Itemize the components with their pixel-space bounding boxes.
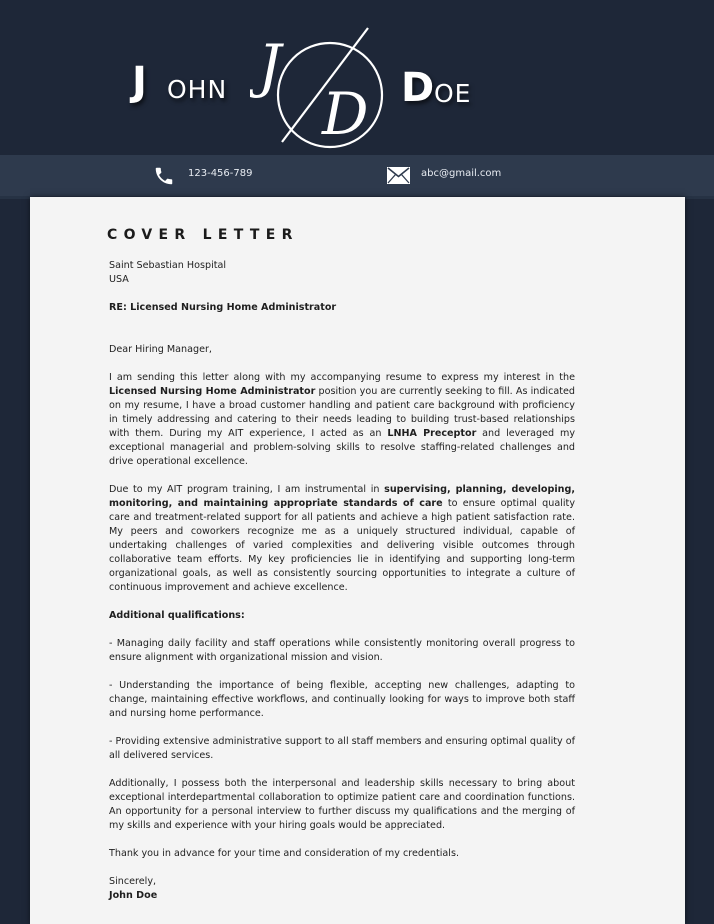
monogram-logo (250, 20, 395, 150)
salutation: Dear Hiring Manager, (109, 344, 212, 355)
name-first-rest: OHN (167, 75, 228, 104)
name-last-initial: D (401, 65, 435, 111)
recipient-country: USA (109, 274, 129, 285)
phone-icon (153, 165, 175, 187)
phone-number: 123-456-789 (188, 168, 253, 179)
letter-body (109, 259, 575, 903)
subject-line: RE: Licensed Nursing Home Administrator (109, 302, 337, 313)
recipient-name: Saint Sebastian Hospital (109, 260, 227, 271)
paragraph-thanks: Thank you in advance for your time and consideration of my credentials. (109, 848, 459, 859)
qualification-item: - Providing extensive administrative support to all staff members and ensuring optimal quality of all delivered services. (109, 736, 575, 761)
header-band (0, 0, 714, 155)
qualifications-heading: Additional qualifications: (109, 610, 245, 621)
closing: Sincerely, (109, 876, 157, 887)
envelope-icon (387, 167, 410, 184)
name-last-rest: OE (434, 79, 472, 108)
paragraph-intro: I am sending this letter along with my accompanying resume to express my interest in the Licensed Nursing Home Administrator position you are currently seeking to fill. As indicated on my resume, I have a broad customer handling and patient care background with proficiency in timely addressing and catering to their needs leading to building trust-based relationships with them. During my AIT experience, I acted as an LNHA Preceptor and leveraged my exceptional managerial and problem-solving skills to resolve staffing-related challenges and drive operational excellence. (109, 372, 575, 467)
qualification-item: - Managing daily facility and staff operations while consistently monitoring overall progress to ensure alignment with organizational mission and vision. (109, 638, 575, 663)
signature: John Doe (109, 890, 158, 901)
contact-bar (0, 155, 714, 199)
name-first-initial: J (132, 59, 147, 105)
qualification-item: - Understanding the importance of being flexible, accepting new challenges, adapting to change, maintaining effective workflows, and continually looking for ways to improve both staff and nursing home performance. (109, 680, 575, 719)
paragraph-training: Due to my AIT program training, I am instrumental in supervising, planning, developing, monitoring, and maintaining appropriate standards of care to ensure optimal quality care and treatment-related support for all patients and achieve a high patient satisfaction rate. My peers and coworkers recognize me as a uniquely structured individual, capable of undertaking challenges of varied complexities and delivering visible outcomes through collaborative team efforts. My key proficiencies lie in identifying and supporting long-term organizational goals, as well as consistently sourcing opportunities to integrate a culture of continuous improvement and achieve excellence. (109, 484, 576, 593)
page-title: COVER LETTER (107, 227, 299, 243)
monogram-bottom-letter: D (322, 80, 369, 148)
email-address: abc@gmail.com (421, 168, 502, 179)
monogram-top-letter: J (258, 32, 282, 100)
paragraph-closing: Additionally, I possess both the interpersonal and leadership skills necessary to bring about exceptional interdepartmental collaboration to optimize patient care and coordination functions. An opportunity for a personal interview to further discuss my qualifications and the merging of my skills and experience with your hiring goals would be appreciated. (109, 778, 575, 831)
